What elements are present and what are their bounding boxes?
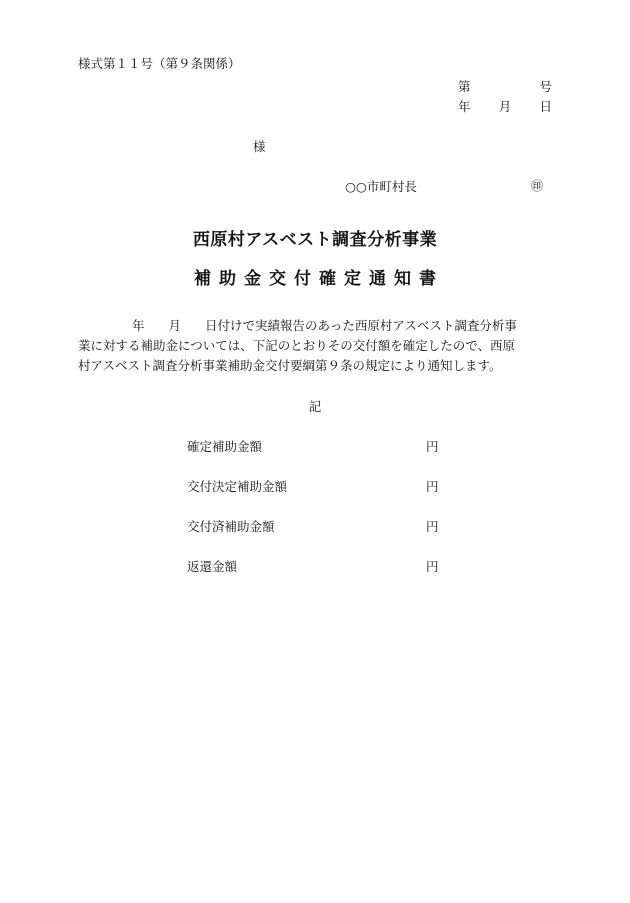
issue-date-day: 日 — [539, 99, 552, 114]
body-paragraph — [78, 316, 551, 376]
form-number: 様式第１１号（第９条関係） — [78, 56, 241, 71]
body-month: 月 — [168, 318, 182, 333]
document-subtitle: 補助金交付確定通知書 — [194, 269, 444, 289]
document-number-prefix: 第 — [458, 79, 471, 94]
document-number — [458, 77, 552, 95]
item-unit-decided-amount: 円 — [426, 479, 439, 494]
addressee-honorific: 様 — [253, 139, 266, 154]
document-title: 西原村アスベスト調査分析事業 — [192, 230, 438, 250]
body-line-1-text: 日付けで実績報告のあった西原村アスベスト調査分析事 — [205, 318, 517, 333]
item-unit-paid-amount: 円 — [426, 519, 439, 534]
issue-date-month: 月 — [498, 99, 512, 114]
document-number-suffix: 号 — [539, 79, 552, 94]
issue-date-year: 年 — [458, 99, 471, 114]
body-line-1 — [78, 316, 551, 336]
issuer-name: ○○市町村長 — [345, 179, 417, 194]
ki-heading: 記 — [308, 399, 322, 414]
item-unit-refund-amount: 円 — [426, 559, 439, 574]
item-label-refund-amount: 返還金額 — [187, 559, 238, 574]
body-line-2: 業に対する補助金については、下記のとおりその交付額を確定したので、西原 — [78, 338, 516, 353]
body-year: 年 — [132, 318, 145, 333]
issue-date — [458, 97, 552, 115]
body-line-3: 村アスベスト調査分析事業補助金交付要綱第９条の規定により通知します。 — [78, 358, 502, 373]
item-label-decided-amount: 交付決定補助金額 — [187, 479, 288, 494]
item-label-paid-amount: 交付済補助金額 — [187, 519, 275, 534]
seal-mark: ㊞ — [531, 179, 544, 193]
item-label-confirmed-amount: 確定補助金額 — [187, 439, 263, 454]
item-unit-confirmed-amount: 円 — [426, 439, 439, 454]
